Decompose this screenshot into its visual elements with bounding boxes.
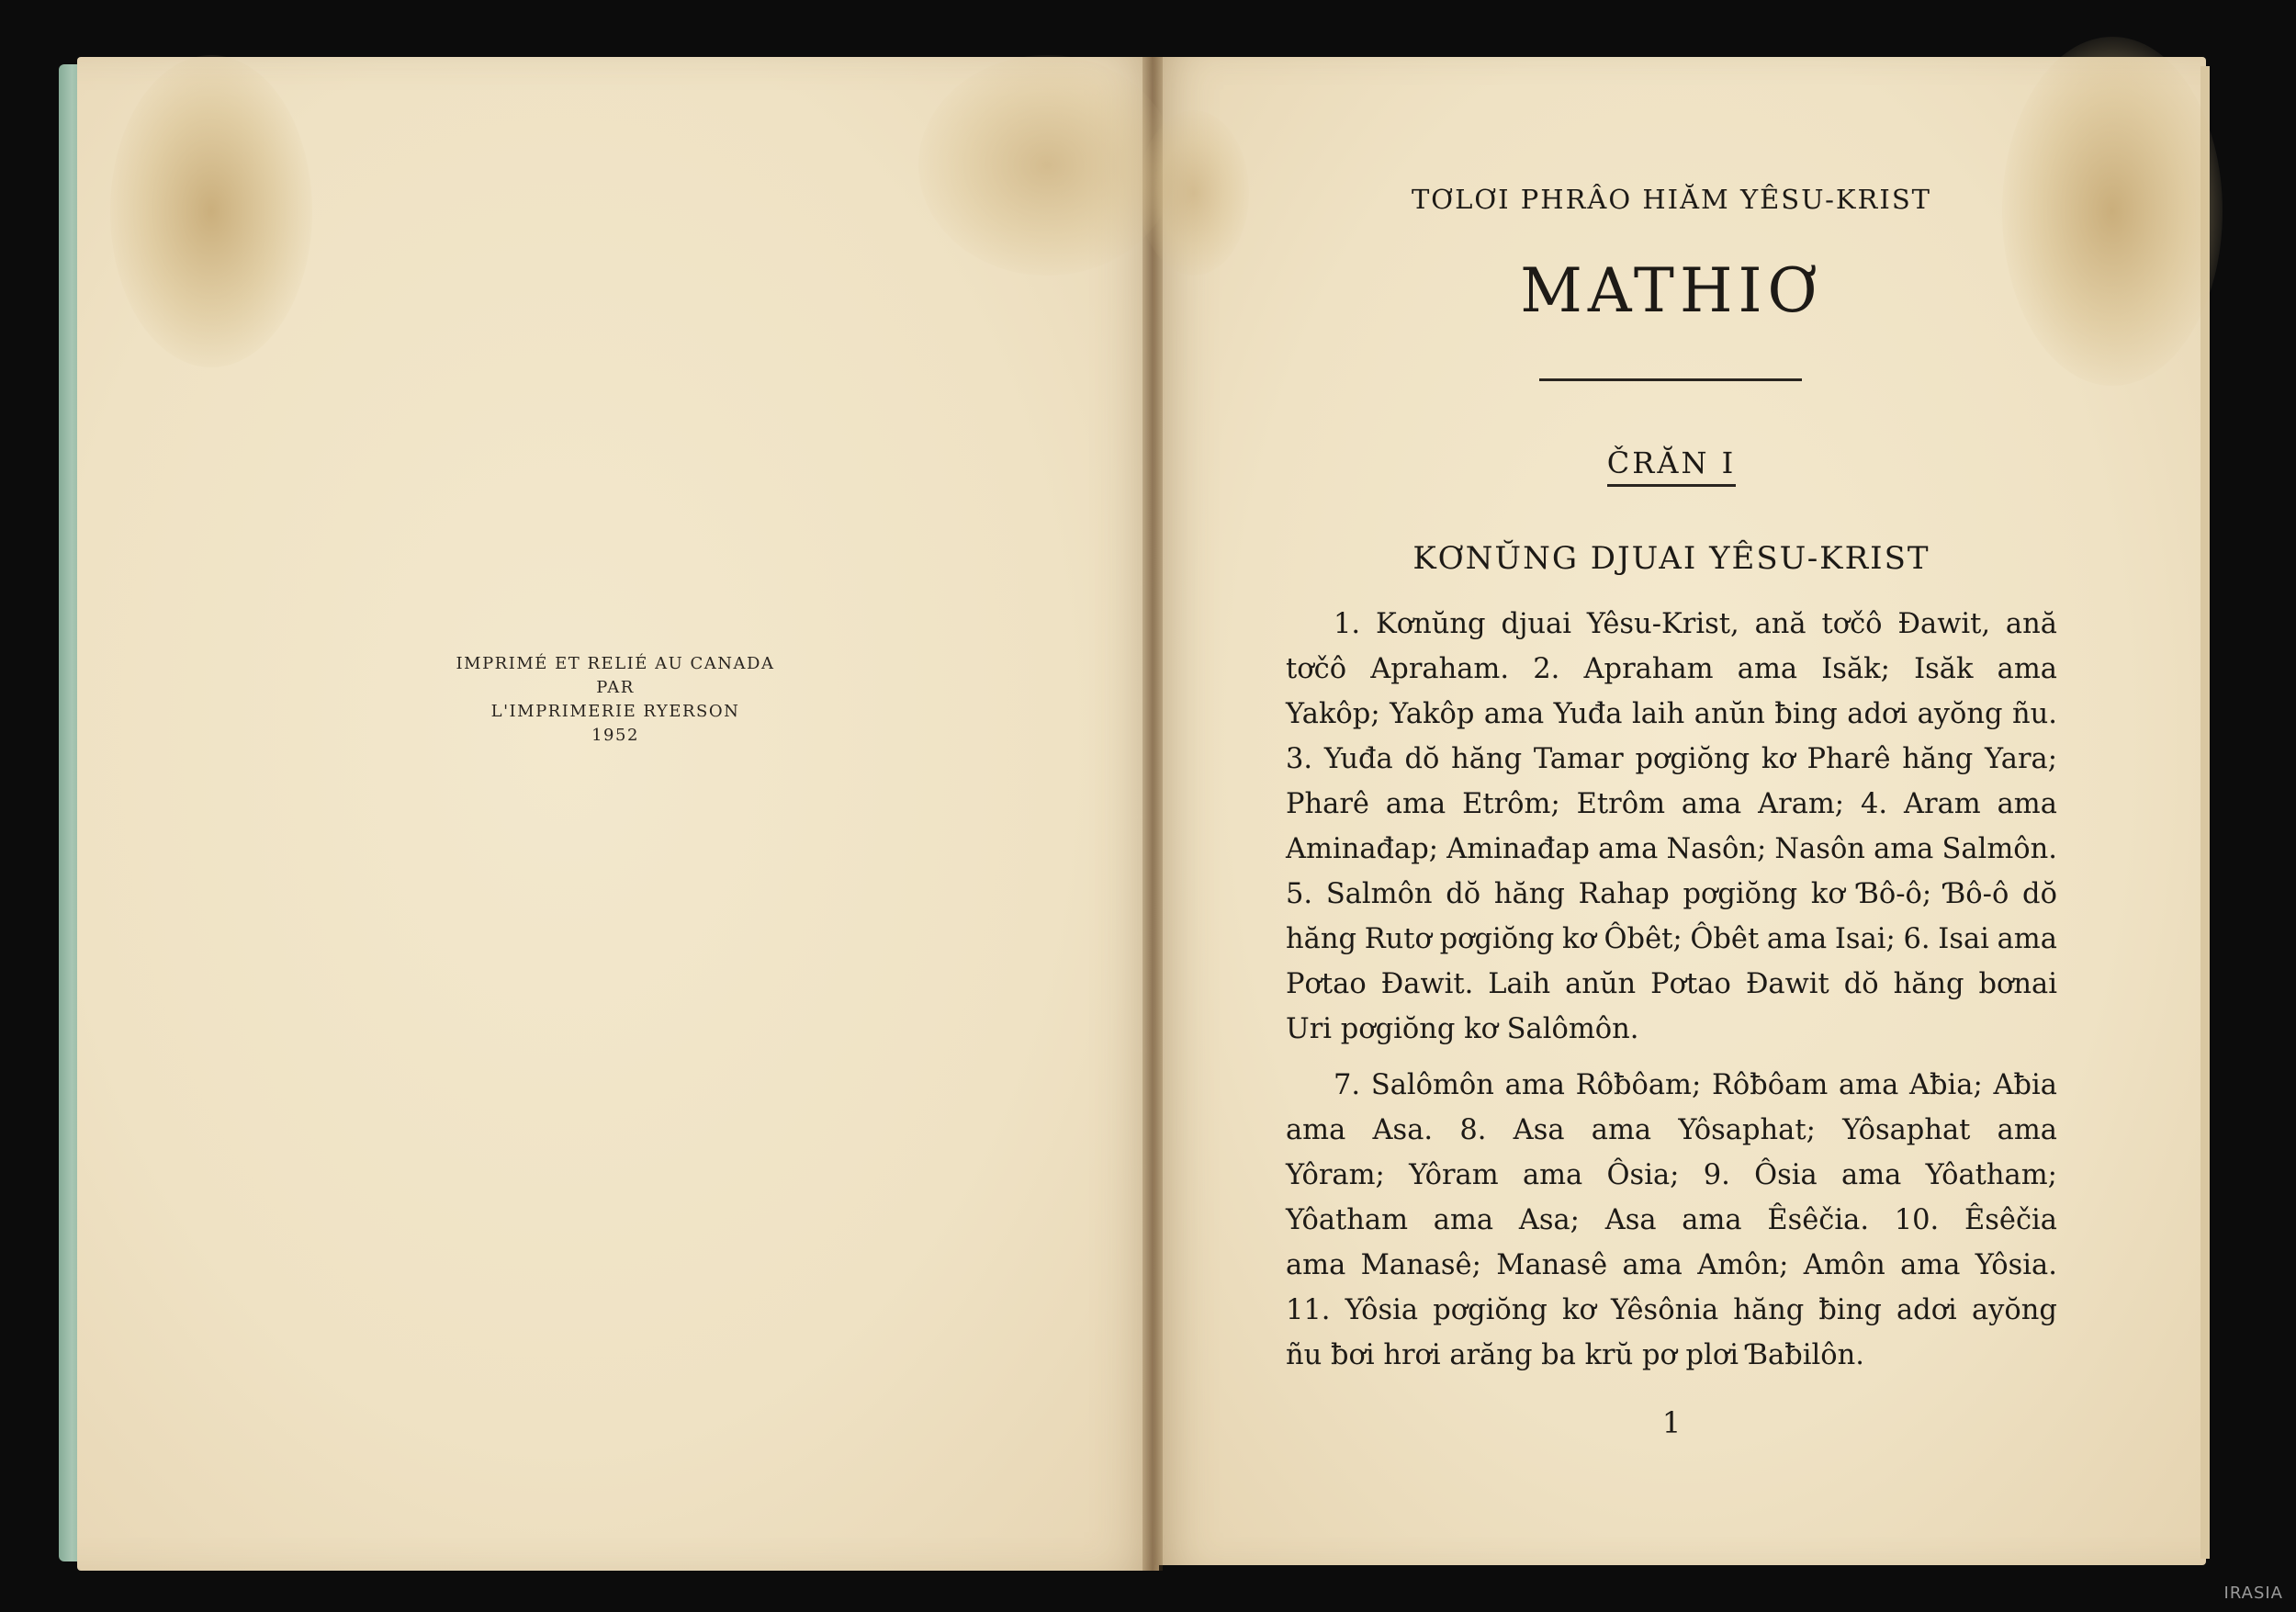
text-line: ama Asa. 8. Asa ama Yôsaphat; Yôsaphat ama [1286,1114,2057,1146]
text-line: Pharê ama Etrôm; Etrôm ama Aram; 4. Aram ama [1286,788,2057,820]
watermark: IRASIA [2223,1584,2283,1603]
section-heading: KƠNŬNG DJUAI YÊSU-KRIST [1412,540,1930,577]
text-line: hăng Rutơ pơgiŏng kơ Ôbêt; Ôbêt ama Isai; 6. Isai ama [1286,923,2057,955]
text-line: Uri pơgiŏng kơ Salômôn. [1286,1013,1639,1045]
text-line: Aminađap; Aminađap ama Nasôn; Nasôn ama Salmôn. [1286,833,2057,865]
imprint-line: PAR [596,678,635,697]
imprint-block [441,652,790,748]
series-title: TƠLƠI PHRÂO HIĂM YÊSU-KRIST [1411,184,1932,215]
text-line: tơčô Apraham. 2. Apraham ama Isăk; Isăk ama [1286,653,2057,685]
text-line: ama Manasê; Manasê ama Amôn; Amôn ama Yôsia. [1286,1249,2057,1281]
title-rule [1539,378,1802,381]
imprint-line: L'IMPRIMERIE RYERSON [490,702,740,721]
body-text [1286,602,2057,1378]
text-line: 11. Yôsia pơgiŏng kơ Yêsônia hăng ƀing adơi ayŏng [1286,1294,2057,1326]
imprint-line: IMPRIMÉ ET RELIÉ AU CANADA [456,654,775,673]
text-line: 3. Yuđa dŏ hăng Tamar pơgiŏng kơ Pharê hăng Yara; [1286,743,2057,775]
text-line: Yôatham ama Asa; Asa ama Êsêčia. 10. Êsêčia [1286,1204,2057,1236]
text-line: Pơtao Đawit. Laih anŭn Pơtao Đawit dŏ hăng bơnai [1286,968,2057,1000]
stain-left-mid [918,55,1176,276]
imprint-line: 1952 [591,726,639,745]
book-spine [1142,57,1163,1571]
text-line: 1. Kơnŭng djuai Yêsu-Krist, ană tơčô Đawit, ană [1334,608,2057,640]
chapter-heading [1267,445,2076,487]
book-title: MATHIƠ [1520,255,1823,326]
text-line: 7. Salômôn ama Rôƀôam; Rôƀôam ama Aƀia; Aƀia [1334,1069,2057,1101]
text-line: ñu ƀơi hrơi arăng ba krŭ pơ plơi Ɓaƀilôn. [1286,1339,1864,1371]
text-line: 5. Salmôn dŏ hăng Rahap pơgiŏng kơ Ɓô-ô; Ɓô-ô dŏ [1286,878,2057,910]
text-line: Yakôp; Yakôp ama Yuđa laih anŭn ƀing adơi ayŏng ñu. [1286,698,2057,730]
stain-right-gutter [1139,110,1249,276]
page-number: 1 [1661,1405,1682,1440]
stain-left-top [110,55,312,367]
text-line: Yôram; Yôram ama Ôsia; 9. Ôsia ama Yôatham; [1286,1159,2057,1191]
chapter-label: ČRĂN I [1607,445,1737,487]
